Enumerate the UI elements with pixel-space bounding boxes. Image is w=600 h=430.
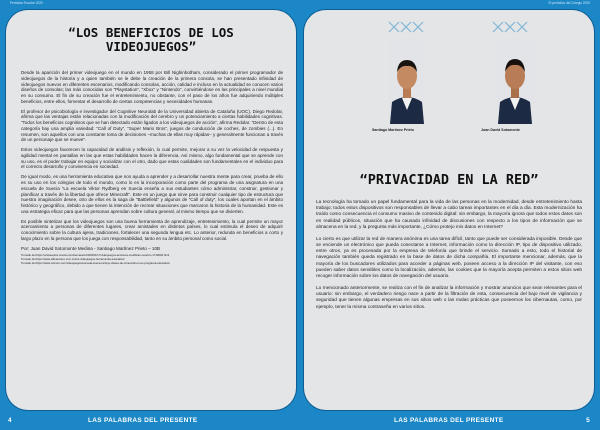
footer-label: LAS PALABRAS DEL PRESENTE: [88, 417, 198, 424]
paragraph: Lo mencionado anteriormente, se realiza con el fin de analizar la información y mostrar anuncios que sean relevantes para el usuario: sin embargo, el verdadero riesgo nace a partir de la filtración de esta, consecuencia del bajo nivel de vigilancia y seguridad que tienen algunas empresas en sus sitios web o las malas prácticas que poseemos los cibernautas, como, por ejemplo, tener la misma contraseña en varios sitios.: [316, 286, 582, 310]
photo-caption: Santiago Martínez Prieto: [372, 128, 414, 132]
paragraph: Estos videojuegos favorecen la capacidad de análisis y reflexión, lo cual permite, mejorar a su vez la velocidad de respuesta y agilidad mental en pantallas en las que estas habilidades hacen la diferencia. Así mismo, algo fundamental que se aprende con su uso, es el poder trabajar en equipo y socializar con el otro, dado que estas cualidades son fundamentales en el individuo para el correcto desarrollo y convivencia en sociedad.: [21, 147, 283, 170]
article-body-videojuegos: [21, 70, 283, 265]
paragraph: Lo cierto es que utilizar la red de manera anónima es una tarea difícil, tanto que puede ser considerada imposible. Desde que se enciende un electrónico que pueda conectarse a Internet, información como la dirección IP, tipo de dispositivo utilizado, entre otros, ya es procesada por la empresa de telefonía que brinde el servicio. Sumado a esto, todo el historial de navegación también queda registrado en la base de datos de dicha compañía. El importante mencionar, además, que la mayoría de los buscadores utilizados para acceder a páginas web, poseen acceso a la dirección IP del visitante, con eso pueden saber datos sensibles como la localización, además, las cookies que la mayoría acepta permiten a estos sitios web recoger información sobre los datos de navegación del usuario.: [316, 236, 582, 279]
portrait-image: [388, 38, 426, 124]
paragraph: El profesor de psicobiología e investigador del Cognitive Neurolab de la Universidad abierta de Cataluña (UOC), Diego Redolar, afirma que las ventajas están relacionadas con la modificación del cerebro y un potenciamiento a ciertas habilidades cognitivas. “Todos los beneficios cognitivos que se han detectado están ligados a los videojuegos de acción”, afirma Redolar. “Dentro de esta categoría hay una amplia variedad: “Call of Duty”, “Super Mario Bros”, juegos de conducción de coches, de zombies (...). En resumen, son aquellos con una constante toma de decisiones –muchas de ellas muy rápidas– y generalmente funcionan a través de un personaje que se mueve”.: [21, 108, 283, 143]
paragraph: Es posible sintetizar que los videojuegos son una buena herramienta de aprendizaje, entretenimiento, la cual permite un mayor acercamiento a personas de diferentes lugares, crear amistades en distintos países, lo cual estimula el deseo de adquirir conocimiento sobre la cultura ajena, tradiciones, fortalecer una segunda lengua etc. Lo anterior, redunda en beneficios a corto y largo plazo en la persona que los juega con responsabilidad, tanto en su ámbito personal como social.: [21, 218, 283, 241]
left-footer: [0, 412, 298, 430]
references-list: [21, 254, 283, 265]
decorative-x-pattern-icon: [491, 20, 531, 34]
footer-label: LAS PALABRAS DEL PRESENTE: [394, 417, 504, 424]
left-content-panel: [6, 10, 296, 410]
right-content-panel: [304, 10, 594, 410]
decorative-x-pattern-icon: [387, 20, 427, 34]
page-number: 4: [8, 417, 12, 424]
article-title-privacidad: “PRIVACIDAD EN LA RED”: [359, 172, 539, 188]
left-mini-header: Periódico Escolar 2020: [10, 1, 43, 5]
page-number: 5: [586, 417, 590, 424]
article-byline: Por: Juan David Sotomonte Medina - Santiago Martínez Prieto – 10B: [21, 245, 161, 251]
reference-link[interactable]: Tomado de:https://www.unicorn.com/videojuegos/escuela-sueca-incluye-clases-de-minecraft-en-su-programa-educativo/: [21, 260, 170, 265]
paragraph: La tecnología ha tomado un papel fundamental para la vida de las personas en la modernidad, desde entretenimiento hasta trabajo; todos estos dispositivos son responsables de llevar a cabo tareas importantes en el día a día. Esta modernización ha traído como consecuencia el consumo masivo de contenido digital: sin embargo, la mayoría ignora que todos estos datos son en realidad públicos, situación que ha causado infinidad de discusiones con respecto a los tipos de información que se almacena en la red, y la pregunta más importante, ¿Cómo protejo mis datos en Internet?: [316, 200, 582, 230]
paragraph: Desde la aparición del primer videojuego en el mundo en 1958 por Bill Nighinbotham, considerado el primer programador de videojuegos de la historia y a quien también se le debe la creación de la primera consola, se han presentado infinidad de videojuegos nuevos en diferentes escenarios, modificando consolas, acción, calidad e incluso en la actualidad se conocen varios diseños de consolas; las más conocidas son “Playstation”, “Xbox” y “Nintendo”, convirtiéndose en las principales a nivel mundial en su consumo. El fin de su creación fue el entretenimiento, no obstante, con el paso de los años fue adquiriendo múltiples beneficios, entre ellos, fomentar el desarrollo de ciertas competencias y necesidades humanas.: [21, 70, 283, 104]
photo-caption: Juan David Sotomonte: [481, 128, 520, 132]
right-footer: [302, 412, 600, 430]
right-mini-header: El periódico del Colegio 2020: [548, 1, 590, 5]
reference-link[interactable]: Tomado de:https://ocioteeplus.marca.com/tiemacetc/2020/01/17/videojuegos-acciones-modifican-cerebro-1719002.html: [21, 253, 170, 258]
paragraph: De igual modo, es una herramienta educativa que nos ayuda a aprender y a desarrollar nuestra mente para crear, prueba de ello es su uso en los colegios de todo el mundo, como lo es la incorporación como parte del programa de una asignatura en una escuela de Suecia “La escuela Viktor Rydberg en Suecia enseña a sus estudiantes cómo administrar, construir, gestionar y planificar a través de la libertad que ofrece Minecraft”. Este es un juego que sirve para construir cualquier tipo de estructura que nuestra imaginación desee, otro de ellos es la saga de “Battlefield” y algunos de “Call of duty”, los cuales aportan en el ámbito histórico y geográfico, debido a que tienen la intención de recrear situaciones que marcaron la historia de la humanidad. Este es una estrategia eficaz para que las personas aprendan sobre cultura general, al mismo tiempo que se divierten.: [21, 174, 283, 214]
student-photo-santiago: [388, 38, 426, 124]
article-body-privacidad: [316, 200, 582, 315]
right-page: [302, 0, 600, 430]
portrait-image: [496, 38, 534, 124]
left-page: [0, 0, 298, 430]
article-title-videojuegos: “LOS BENEFICIOS DE LOS VIDEOJUEGOS”: [68, 25, 234, 55]
reference-link[interactable]: Tomado de:https://www.elfinanciero.com.co/los-videojuegos-herramienta-educativa/: [21, 257, 125, 262]
student-photo-juan-david: [496, 38, 534, 124]
